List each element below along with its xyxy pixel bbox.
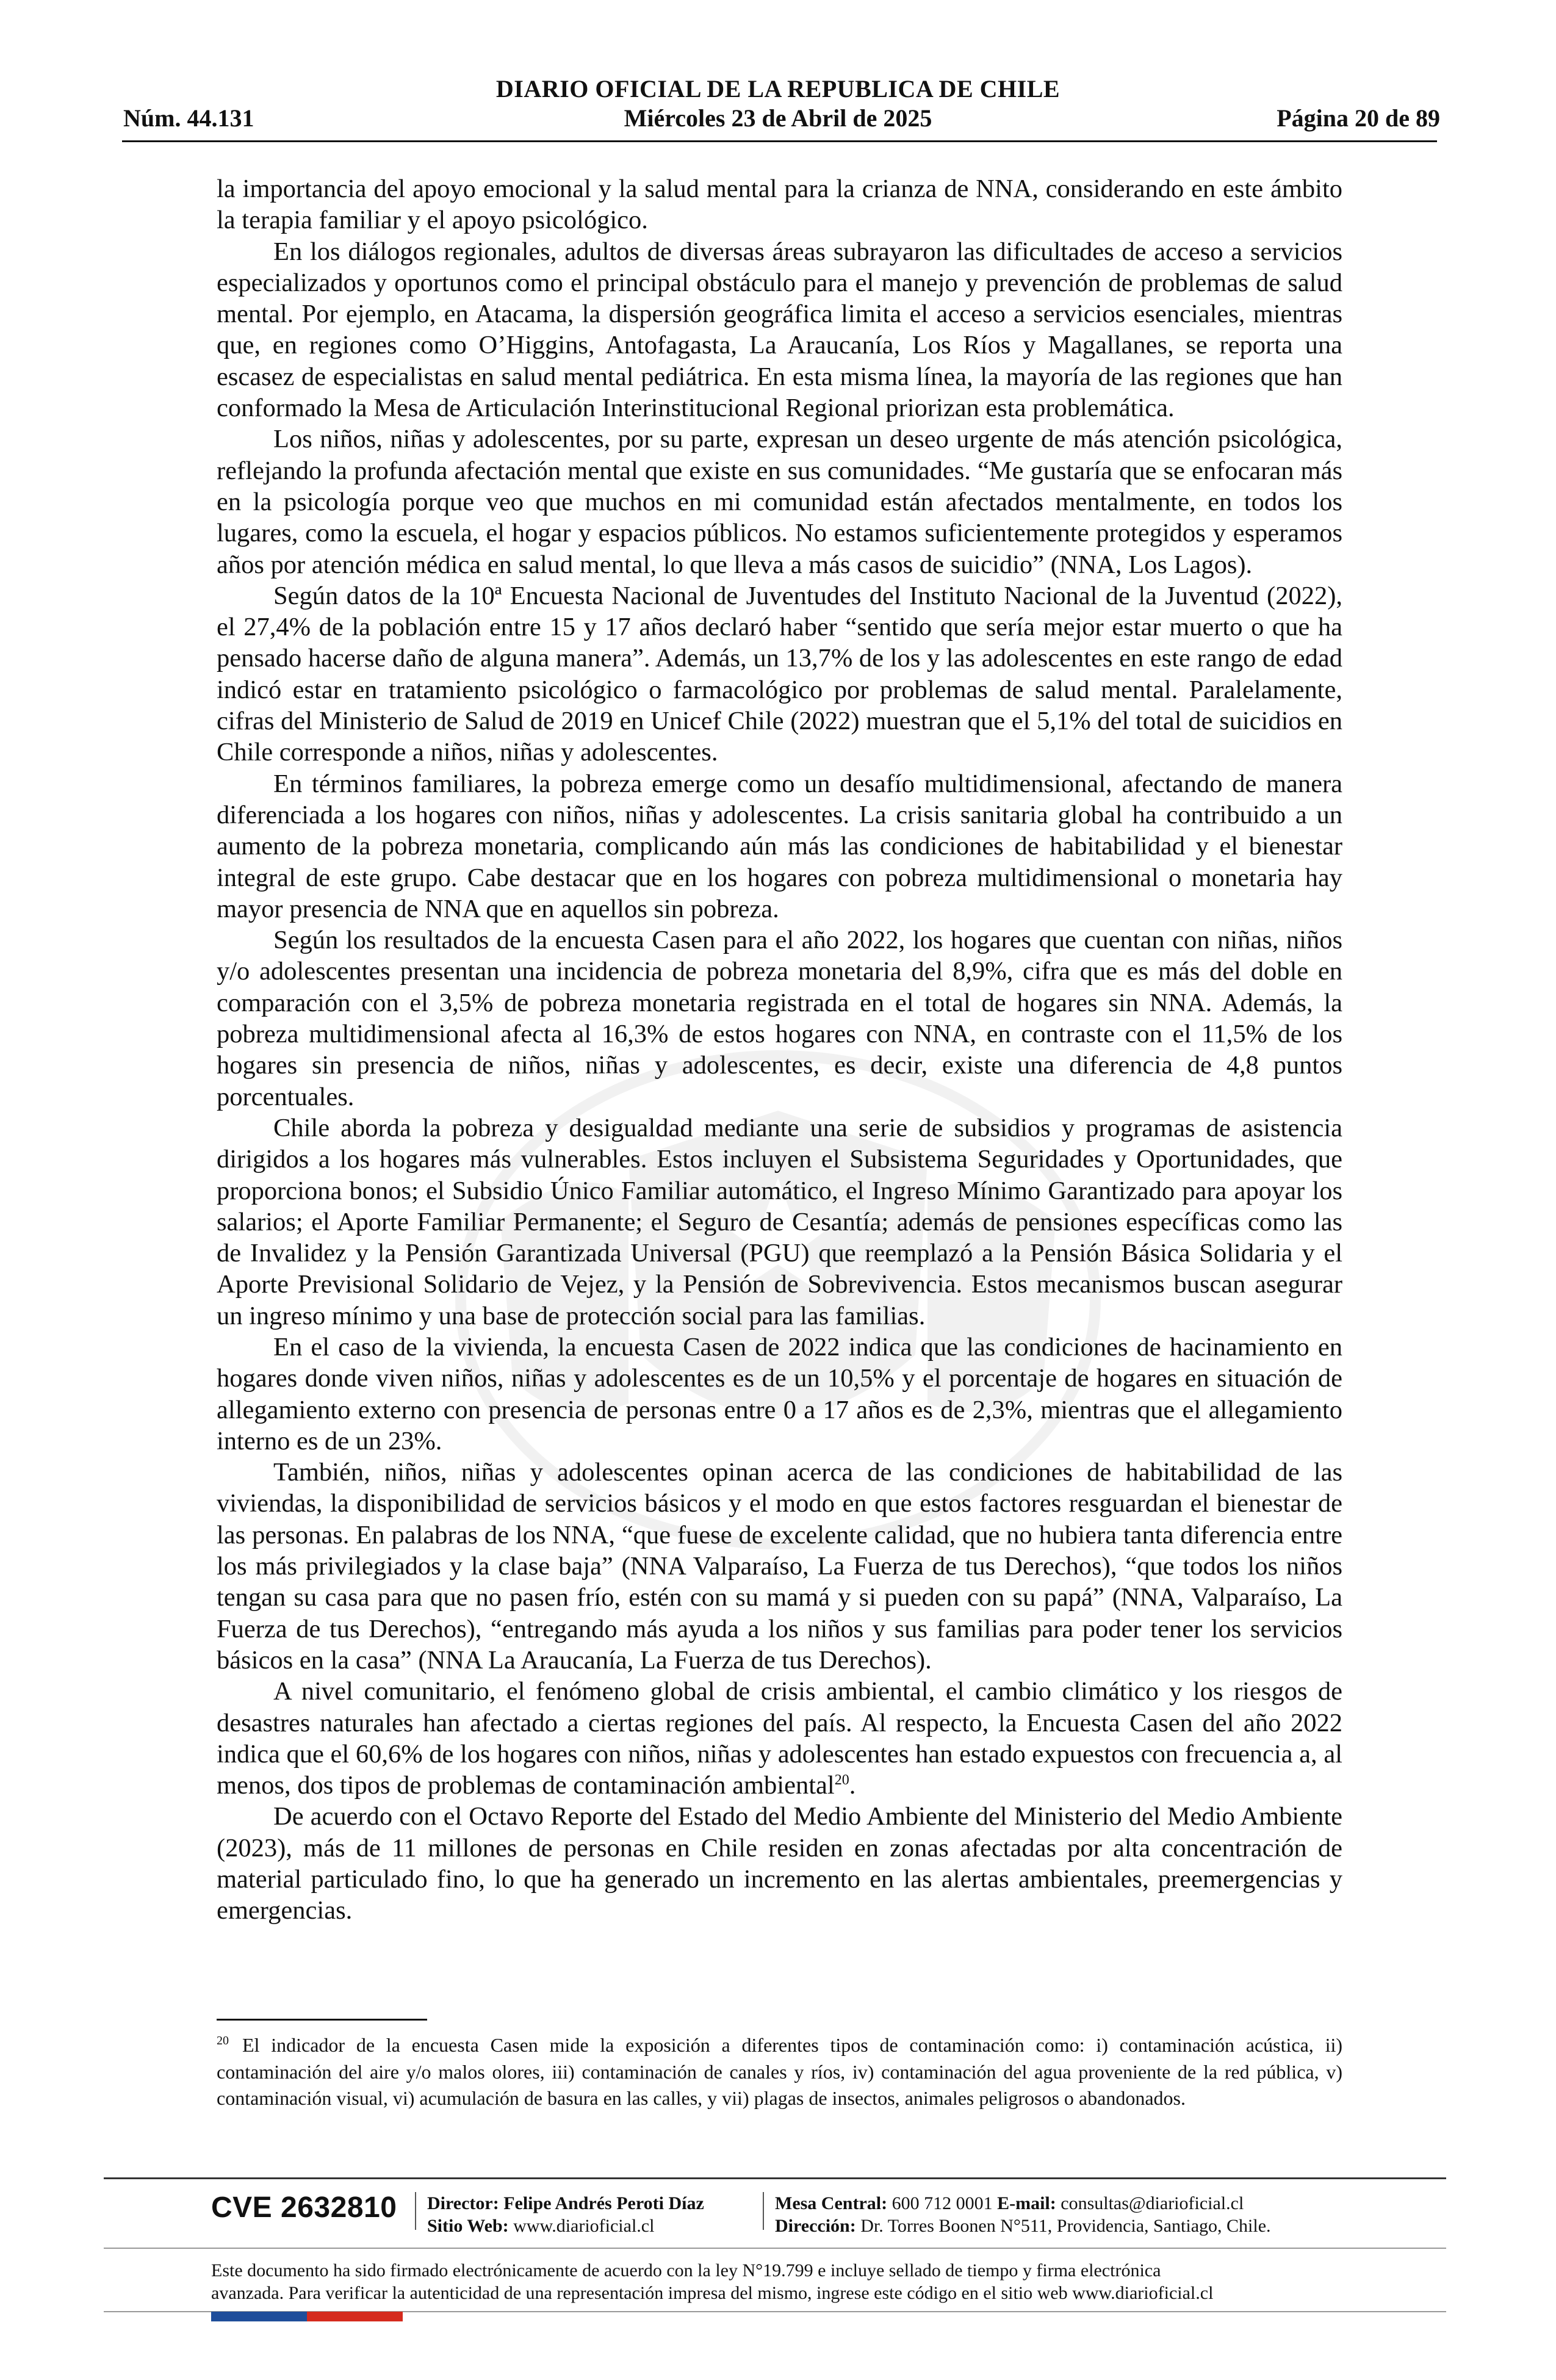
footnote-number: 20 — [217, 2034, 229, 2048]
director-name: Felipe Andrés Peroti Díaz — [503, 2193, 704, 2213]
legal-line: avanzada. Para verificar la autenticidad de una representación impresa del mismo, ingrese este código en el sitio web www.diarioficial.cl — [211, 2283, 1214, 2303]
phone-value: 600 712 0001 — [891, 2193, 993, 2213]
footer-contact-block — [775, 2192, 1271, 2237]
site-label: Sitio Web: — [427, 2216, 509, 2236]
paragraph: En el caso de la vivienda, la encuesta Casen de 2022 indica que las condiciones de hacinamiento en hogares donde viven niños, niñas y adolescentes es de un 10,5% y el porcentaje de hogares en situación de allegamiento externo con presencia de personas entre 0 a 17 años es de 2,3%, mientras que el allegamiento interno es de un 23%. — [217, 1332, 1342, 1455]
address-value: Dr. Torres Boonen N°511, Providencia, Santiago, Chile. — [860, 2216, 1271, 2236]
footer-divider — [104, 2248, 1446, 2249]
paragraph: Según los resultados de la encuesta Casen para el año 2022, los hogares que cuentan con niñas, niños y/o adolescentes presentan una incidencia de pobreza monetaria del 8,9%, cifra que es más del doble en comparación con el 3,5% de pobreza monetaria registrada en el total de hogares sin NNA. Además, la pobreza multidimensional afecta al 16,3% de estos hogares con NNA, en contraste con el 11,5% de los hogares sin presencia de niños, niñas y adolescentes, es decir, existe una diferencia de 4,8 puntos porcentuales. — [217, 926, 1342, 1111]
paragraph-text: A nivel comunitario, el fenómeno global de crisis ambiental, el cambio climático y los riesgos de desastres naturales han afectado a ciertas regiones del país. Al respecto, la Encuesta Casen del año 2022 indica que el 60,6% de los hogares con niños, niñas y adolescentes han estado expuestos con frecuencia a, al menos, dos tipos de problemas de contaminación ambiental — [217, 1677, 1342, 1800]
paragraph: Los niños, niñas y adolescentes, por su parte, expresan un deseo urgente de más atención psicológica, reflejando la profunda afectación mental que existe en sus comunidades. “Me gustaría que se enfocaran más en la psicología porque veo que muchos en mi comunidad están afectados mentalmente, en todos los lugares, como la escuela, el hogar y espacios públicos. No estamos suficientemente protegidos y esperamos años por atención médica en salud mental, lo que lleva a más casos de suicidio” (NNA, Los Lagos). — [217, 425, 1342, 579]
newspaper-title: DIARIO OFICIAL DE LA REPUBLICA DE CHILE — [495, 75, 1061, 103]
cve-code: CVE 2632810 — [211, 2191, 397, 2224]
address-label: Dirección: — [775, 2216, 856, 2236]
footer-separator — [415, 2192, 416, 2230]
footnote-reference[interactable]: 20 — [834, 1772, 849, 1788]
email-label: E-mail: — [997, 2193, 1056, 2213]
footnote-text: El indicador de la encuesta Casen mide la exposición a diferentes tipos de contaminación como: i) contaminación acústica, ii) contaminación del aire y/o malos olores, iii) contaminación de canales y ríos, iv) contaminación del agua proveniente de la red pública, v) contaminación visual, vi) acumulación de basura en las calles, y vii) plagas de insectos, animales peligrosos o abandonados. — [217, 2034, 1342, 2109]
legal-notice — [211, 2259, 1346, 2304]
flag-stripe — [211, 2312, 403, 2321]
paragraph-end-punct: . — [849, 1771, 856, 1800]
paragraph: Chile aborda la pobreza y desigualdad mediante una serie de subsidios y programas de asistencia dirigidos a los hogares más vulnerables. Estos incluyen el Subsistema Seguridades y Oportunidades, que proporciona bonos; el Subsidio Único Familiar automático, el Ingreso Mínimo Garantizado para apoyar los salarios; el Aporte Familiar Permanente; el Seguro de Cesantía; además de pensiones específicas como las de Invalidez y la Pensión Garantizada Universal (PGU) que reemplazó a la Pensión Básica Solidaria y el Aporte Previsional Solidario de Vejez, y la Pensión de Sobrevivencia. Estos mecanismos buscan asegurar un ingreso mínimo y una base de protección social para las familias. — [217, 1113, 1342, 1330]
article-body — [217, 173, 1342, 1927]
header-divider — [122, 140, 1437, 142]
paragraph: Según datos de la 10ª Encuesta Nacional de Juventudes del Instituto Nacional de la Juventud (2022), el 27,4% de la población entre 15 y 17 años declaró haber “sentido que sería mejor estar muerto o que ha pensado hacerse daño de alguna manera”. Además, un 13,7% de los y las adolescentes en este rango de edad indicó estar en tratamiento psicológico o farmacológico por problemas de salud mental. Paralelamente, cifras del Ministerio de Salud de 2019 en Unicef Chile (2022) muestran que el 5,1% del total de suicidios en Chile corresponde a niños, niñas y adolescentes. — [217, 581, 1342, 767]
paragraph: De acuerdo con el Octavo Reporte del Estado del Medio Ambiente del Ministerio del Medio Ambiente (2023), más de 11 millones de personas en Chile residen en zonas afectadas por alta concentración de material particulado fino, lo que ha generado un incremento en las alertas ambientales, preemergencias y emergencias. — [217, 1802, 1342, 1925]
footnote — [217, 2032, 1342, 2112]
legal-line: Este documento ha sido firmado electrónicamente de acuerdo con la ley N°19.799 e incluye sellado de tiempo y firma electrónica — [211, 2260, 1161, 2281]
paragraph: En los diálogos regionales, adultos de diversas áreas subrayaron las dificultades de acceso a servicios especializados y oportunos como el principal obstáculo para el manejo y prevención de problemas de salud mental. Por ejemplo, en Atacama, la dispersión geográfica limita el acceso a servicios esenciales, mientras que, en regiones como O’Higgins, Antofagasta, La Araucanía, Los Ríos y Magallanes, se reporta una escasez de especialistas en salud mental pediátrica. En esta misma línea, la mayoría de las regiones que han conformado la Mesa de Articulación Interinstitucional Regional priorizan esta problemática. — [217, 237, 1342, 423]
footnote-divider — [217, 2019, 427, 2021]
issue-date: Miércoles 23 de Abril de 2025 — [624, 104, 932, 132]
site-link[interactable]: www.diarioficial.cl — [513, 2216, 655, 2236]
flag-red-stripe — [307, 2312, 403, 2321]
footer-director-block — [427, 2192, 704, 2237]
issue-number: Núm. 44.131 — [123, 104, 254, 132]
paragraph: También, niños, niñas y adolescentes opinan acerca de las condiciones de habitabilidad de las viviendas, la disponibilidad de servicios básicos y el modo en que estos factores resguardan el bienestar de las personas. En palabras de los NNA, “que fuese de excelente calidad, que no hubiera tanta diferencia entre los más privilegiados y la clase baja” (NNA Valparaíso, La Fuerza de tus Derechos), “que todos los niños tengan su casa para que no pasen frío, estén con su mamá y si pueden con su papá” (NNA, Valparaíso, La Fuerza de tus Derechos), “entregando más ayuda a los niños y sus familias para poder tener los servicios básicos en la casa” (NNA La Araucanía, La Fuerza de tus Derechos). — [217, 1458, 1342, 1675]
phone-label: Mesa Central: — [775, 2193, 888, 2213]
footer-divider — [104, 2177, 1446, 2179]
footer-separator — [763, 2192, 764, 2230]
email-link[interactable]: consultas@diarioficial.cl — [1061, 2193, 1244, 2213]
director-label: Director: — [427, 2193, 499, 2213]
paragraph: En términos familiares, la pobreza emerge como un desafío multidimensional, afectando de manera diferenciada a los hogares con niños, niñas y adolescentes. La crisis sanitaria global ha contribuido a un aumento de la pobreza monetaria, complicando aún más las condiciones de habitabilidad y el bienestar integral de este grupo. Cabe destacar que en los hogares con pobreza multidimensional o monetaria hay mayor presencia de NNA que en aquellos sin pobreza. — [217, 769, 1342, 923]
paragraph: la importancia del apoyo emocional y la salud mental para la crianza de NNA, considerando en este ámbito la terapia familiar y el apoyo psicológico. — [217, 175, 1342, 235]
page-number: Página 20 de 89 — [1277, 104, 1440, 132]
flag-blue-stripe — [211, 2312, 307, 2321]
paragraph — [217, 1676, 1342, 1801]
